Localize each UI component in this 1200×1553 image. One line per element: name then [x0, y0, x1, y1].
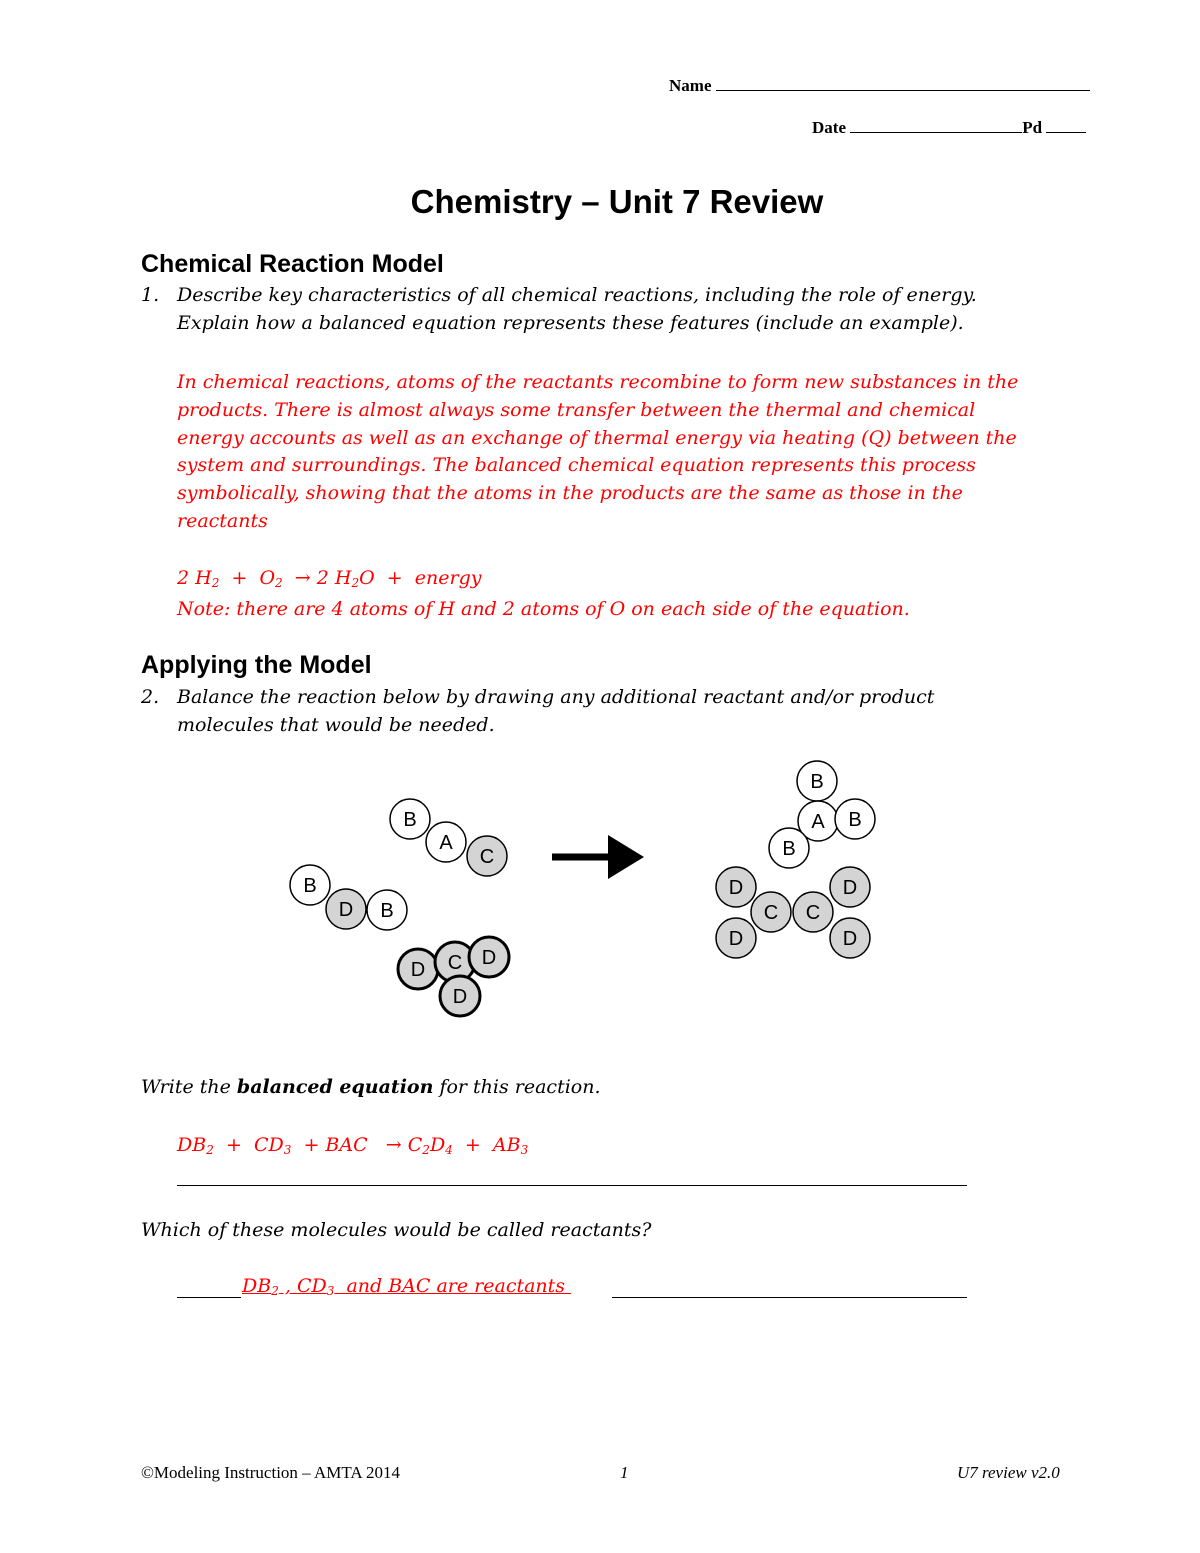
section-heading-applying-the-model: Applying the Model [141, 651, 372, 679]
atom-b-label: B [810, 771, 824, 793]
equation-note: Note: there are 4 atoms of H and 2 atoms of O on each side of the equation. [177, 598, 910, 620]
eq-term: 2 H [177, 567, 212, 589]
eq-plus: + [225, 1134, 242, 1156]
answer-term: and BAC are reactants [334, 1275, 572, 1297]
answer-line: energy accounts as well as an exchange of thermal energy via heating (Q) between the [177, 426, 1017, 449]
eq-term: AB [492, 1134, 521, 1156]
page-title: Chemistry – Unit 7 Review [410, 183, 824, 220]
atom-d-label: D [481, 947, 497, 969]
eq-term: C [407, 1134, 423, 1156]
prompt-text: for this reaction. [433, 1076, 601, 1098]
eq-arrow: → [385, 1134, 402, 1156]
question-2-line: Balance the reaction below by drawing any additional reactant and/or product [177, 686, 935, 708]
question-1-line: Describe key characteristics of all chemical reactions, including the role of energy. [177, 284, 977, 306]
prompt-text: Write the [141, 1076, 237, 1098]
answer-line: symbolically, showing that the atoms in the products are the same as those in the [177, 482, 963, 505]
eq-subscript: 4 [445, 1143, 453, 1157]
eq-plus: + [464, 1134, 481, 1156]
eq-arrow: → [294, 567, 311, 589]
prompt-bold-text: balanced equation [236, 1076, 434, 1098]
eq-subscript: 2 [211, 576, 220, 590]
eq-plus: + [386, 567, 403, 589]
atom-c-label: C [479, 846, 495, 868]
answer-line-rule[interactable] [177, 1185, 967, 1186]
eq-term: + BAC [303, 1134, 368, 1156]
answer-term: DB [242, 1275, 272, 1297]
atom-c-label: C [447, 952, 463, 974]
name-label: Name [669, 76, 712, 95]
atom-a-label: A [439, 832, 453, 854]
atoms-group [290, 761, 875, 1016]
atom-a-label: A [811, 811, 825, 833]
balanced-equation-answer [177, 1132, 528, 1160]
eq-plus: + [231, 567, 248, 589]
atom-b-label: B [848, 809, 862, 831]
answer-subscript: 3 [326, 1284, 335, 1298]
eq-subscript: 3 [283, 1143, 292, 1157]
atom-b-label: B [303, 875, 317, 897]
reaction-arrow [552, 835, 644, 879]
atom-b-label: B [380, 900, 394, 922]
atom-c-label: C [763, 902, 779, 924]
answer-line: products. There is almost always some transfer between the thermal and chemical [177, 398, 976, 421]
answer-line: In chemical reactions, atoms of the reactants recombine to form new substances in the [177, 371, 1019, 393]
question-2-line: molecules that would be needed. [177, 713, 495, 736]
eq-term: O [359, 567, 375, 589]
question-number: 2. [141, 686, 160, 708]
atom-d-label: D [338, 899, 354, 921]
eq-term: CD [253, 1134, 284, 1156]
atom-d-label: D [410, 959, 426, 981]
reactants-answer [242, 1273, 571, 1301]
footer-page-number: 1 [620, 1463, 629, 1482]
answer-term: , CD [278, 1275, 327, 1297]
atom-d-label: D [728, 928, 744, 950]
footer-copyright: ©Modeling Instruction – AMTA 2014 [141, 1463, 400, 1482]
eq-subscript: 3 [520, 1143, 529, 1157]
atom-d-label: D [452, 986, 468, 1008]
eq-subscript: 2 [422, 1143, 430, 1157]
eq-term: 2 H [316, 567, 352, 589]
answer-line-rule-right[interactable] [612, 1297, 967, 1298]
atom-d-label: D [842, 928, 858, 950]
eq-term: O [259, 567, 276, 589]
date-label: Date [812, 118, 846, 137]
answer-line: reactants [177, 509, 268, 532]
eq-term: energy [414, 567, 482, 589]
eq-term: DB [177, 1134, 207, 1156]
period-label: Pd [1022, 118, 1043, 137]
atom-d-label: D [842, 877, 858, 899]
section-heading-chemical-reaction-model: Chemical Reaction Model [141, 250, 444, 278]
eq-subscript: 2 [206, 1143, 214, 1157]
reactants-prompt: Which of these molecules would be called reactants? [141, 1219, 652, 1241]
atom-b-label: B [782, 838, 796, 860]
atom-c-label: C [805, 902, 821, 924]
answer-subscript: 2 [271, 1284, 279, 1298]
atom-d-label: D [728, 877, 744, 899]
question-number: 1. [141, 284, 160, 306]
balanced-equation-prompt [141, 1074, 601, 1102]
eq-term: D [429, 1134, 446, 1156]
answer-line-rule-left[interactable] [177, 1297, 241, 1298]
reaction-arrow-head [608, 835, 644, 879]
eq-subscript: 2 [275, 576, 283, 590]
eq-subscript: 2 [351, 576, 360, 590]
footer-version: U7 review v2.0 [957, 1463, 1060, 1482]
question-1-line: Explain how a balanced equation represents these features (include an example). [177, 311, 964, 334]
answer-line: system and surroundings. The balanced chemical equation represents this process [177, 454, 976, 477]
atom-b-label: B [403, 809, 417, 831]
